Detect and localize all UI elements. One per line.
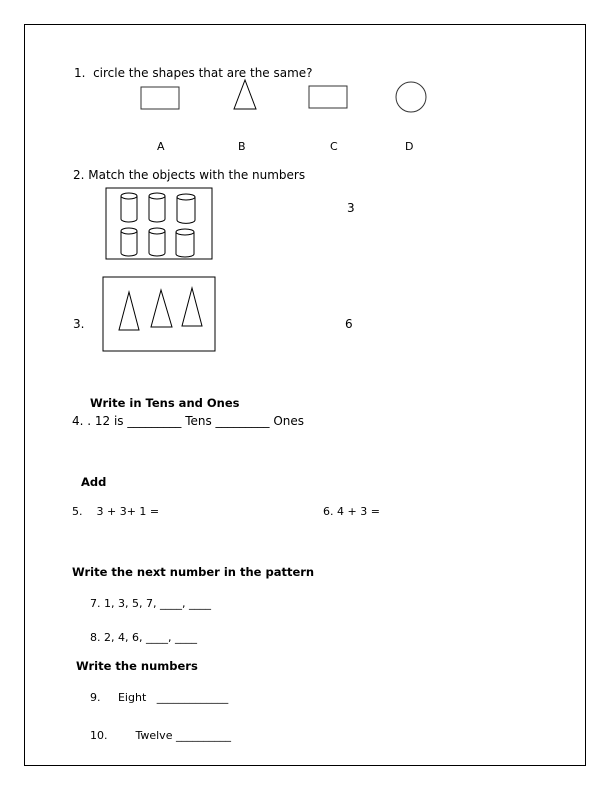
question-4-text: 4. . 12 is _________ Tens _________ Ones xyxy=(72,414,305,428)
question-10-text: 10. Twelve __________ xyxy=(90,729,231,742)
question-6-text: 6. 4 + 3 = xyxy=(323,505,380,518)
pattern-heading: Write the next number in the pattern xyxy=(72,565,315,579)
match-number-3: 3 xyxy=(347,201,355,215)
shape-label-c: C xyxy=(330,140,338,153)
question-5-text: 5. 3 + 3+ 1 = xyxy=(72,505,160,518)
triangle-icon xyxy=(151,290,172,327)
write-numbers-heading: Write the numbers xyxy=(76,659,198,673)
shape-label-d: D xyxy=(405,140,414,153)
question-9-text: 9. Eight _____________ xyxy=(90,691,229,704)
triangle-icon xyxy=(119,292,139,330)
question-1-text: 1. circle the shapes that are the same? xyxy=(74,66,313,80)
question-3-label: 3. xyxy=(73,317,85,331)
question-8-text: 8. 2, 4, 6, ____, ____ xyxy=(90,631,197,644)
shape-label-b: B xyxy=(238,140,246,153)
shape-label-a: A xyxy=(157,140,165,153)
question-7-text: 7. 1, 3, 5, 7, ____, ____ xyxy=(90,597,211,610)
tens-ones-heading: Write in Tens and Ones xyxy=(90,396,240,410)
match-number-6: 6 xyxy=(345,317,353,331)
add-heading: Add xyxy=(81,475,107,489)
triangle-icon xyxy=(182,288,202,326)
question-2-text: 2. Match the objects with the numbers xyxy=(73,168,306,182)
